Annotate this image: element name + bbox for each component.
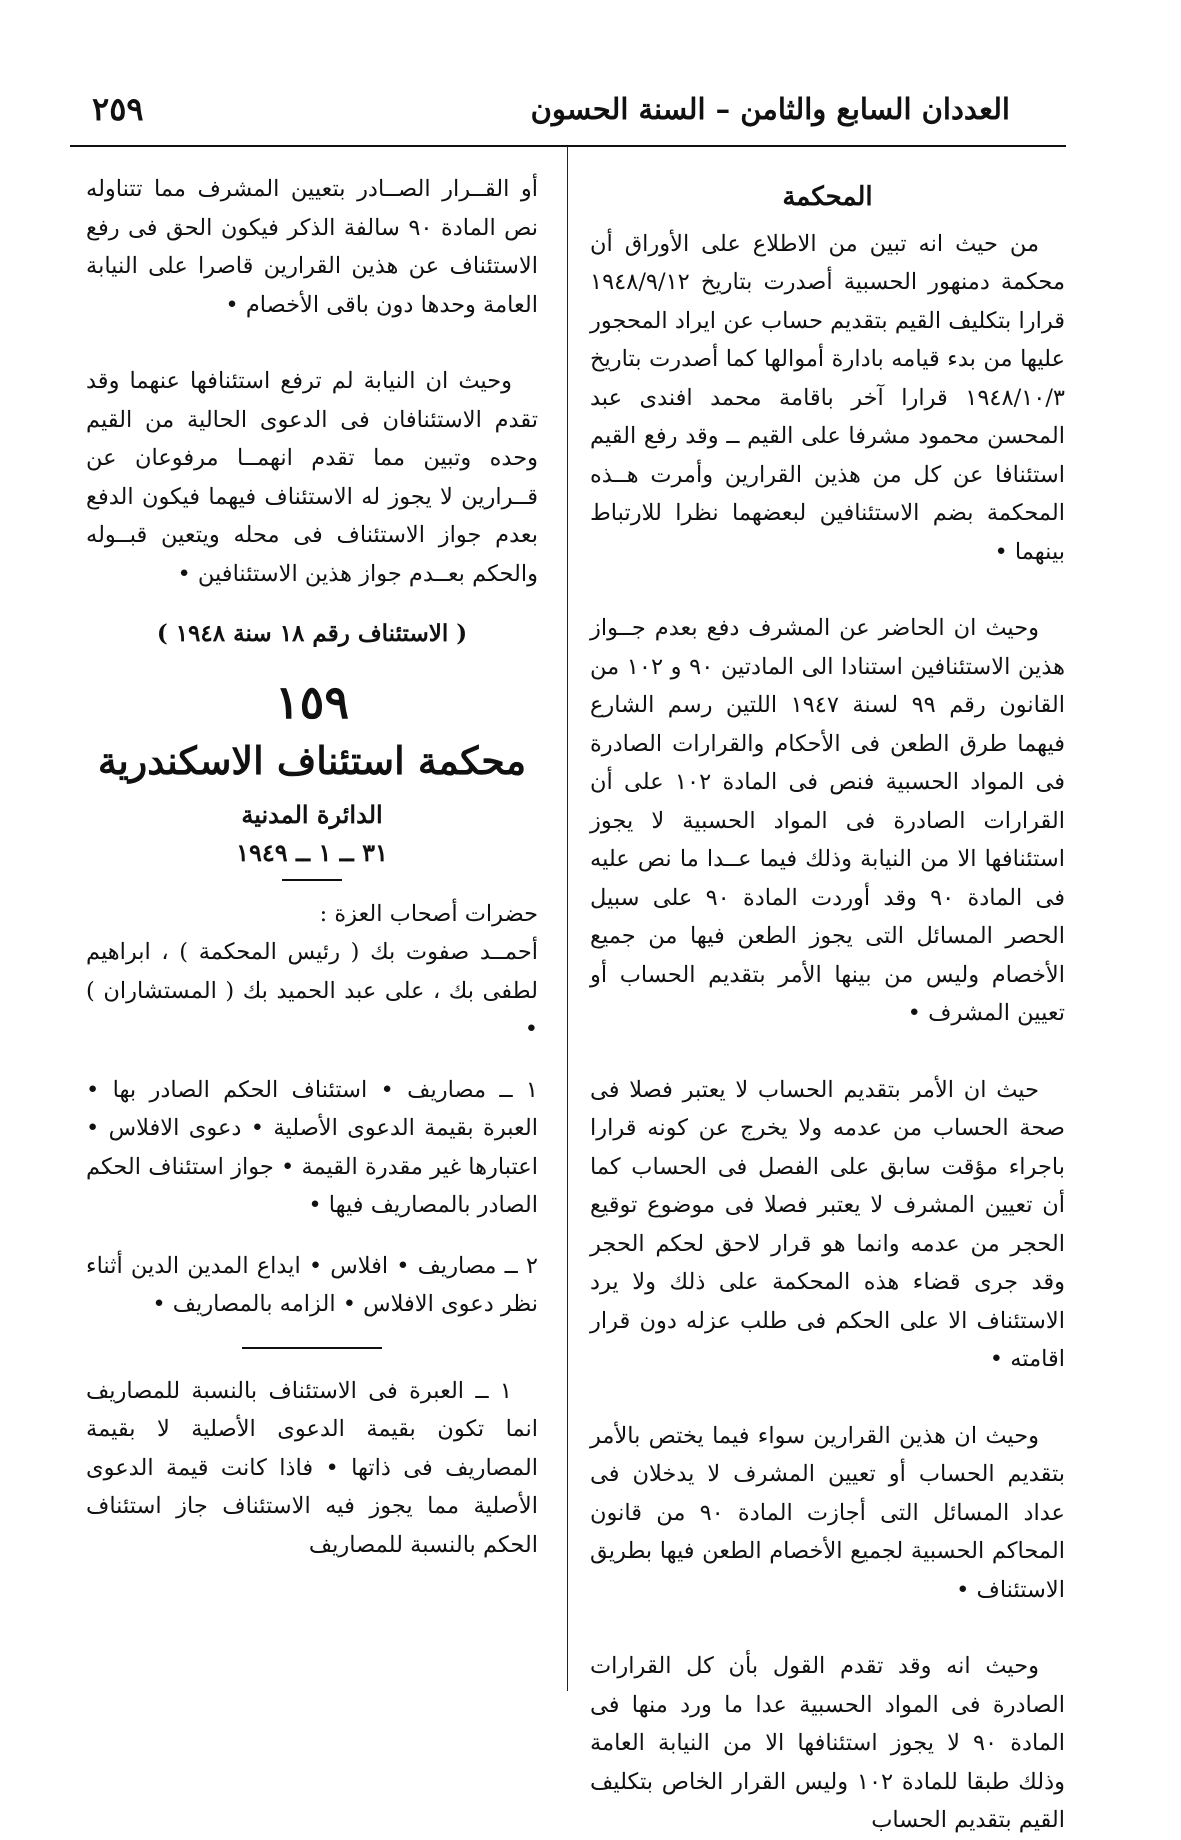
paragraph: وحيث ان النيابة لم ترفع استئنافها عنهما وقد تقدم الاستئنافان فى الدعوى الحالية من القيم وحده وتبين مما تقدم انهمــا مرفوعان عن قــرارين لا يجوز له الاستئناف فيهما فيكون الدفع بعدم جواز الاستئناف فى محله ويتعين قبــوله والحكم بعــدم جواز هذين الاستئنافين • bbox=[86, 368, 538, 587]
divider-ornament bbox=[86, 1336, 538, 1360]
circuit-name: الدائرة المدنية bbox=[241, 799, 383, 829]
page-header bbox=[70, 92, 1070, 136]
summary-item: ٢ ــ مصاريف • افلاس • ايداع المدين الدين أثناء نظر دعوى الافلاس • الزامه بالمصاريف • bbox=[86, 1252, 538, 1317]
bench-heading: حضرات أصحاب العزة : bbox=[319, 900, 538, 927]
court-name: محكمة استئناف الاسكندرية bbox=[97, 737, 527, 783]
paragraph: من حيث انه تبين من الاطلاع على الأوراق أن محكمة دمنهور الحسبية أصدرت بتاريخ ١٩٤٨/٩/١٢ قرارا بتكليف القيم بتقديم حساب عن ايراد المحجور عليها من بدء قيامه بادارة أموالها كما أصدرت بتاريخ ١٩٤٨/١٠/٣ قرارا آخر باقامة محمد افندى عبد المحسن محمود مشرفا على القيم ــ وقد رفع القيم استئنافا عن كل من هذين القرارين وأمرت هــذه المحكمة بضم الاستئنافين لبعضهما نظرا للارتباط بينهما • bbox=[590, 230, 1065, 565]
right-column bbox=[590, 178, 1065, 1840]
paragraph: وحيث ان الحاضر عن المشرف دفع بعدم جــواز هذين الاستئنافين استنادا الى المادتين ٩٠ و ١٠٢ من القانون رقم ٩٩ لسنة ١٩٤٧ اللتين رسم الشارع فيهما طرق الطعن فى الأحكام والقرارات الصادرة فى المواد الحسبية فنص فى المادة ١٠٢ على أن القرارات الصادرة فى المواد الحسبية لا يجوز استئنافها الا من النيابة وذلك فيما عــدا ما نص عليه فى المادة ٩٠ وقد أوردت المادة ٩٠ على سبيل الحصر المسائل التى يجوز الطعن فيها من جميع الأخصام وليس من بينها الأمر بتقديم الحساب أو تعيين المشرف • bbox=[590, 615, 1066, 1026]
page-number: ٢٥٩ bbox=[92, 90, 144, 128]
left-column bbox=[86, 170, 538, 1564]
paragraph: وحيث انه وقد تقدم القول بأن كل القرارات الصادرة فى المواد الحسبية عدا ما ورد منها فى المادة ٩٠ لا يجوز استئنافها الا من النيابة العامة وذلك طبقا للمادة ١٠٢ وليس القرار الخاص بتكليف القيم بتقديم الحساب bbox=[590, 1653, 1065, 1833]
decision-date: ٣١ ــ ١ ــ ١٩٤٩ bbox=[236, 838, 388, 867]
paragraph: أو القــرار الصــادر بتعيين المشرف مما تتناوله نص المادة ٩٠ سالفة الذكر فيكون الحق فى رفع الاستئناف عن هذين القرارين قاصرا على النيابة العامة وحدها دون باقى الأخصام • bbox=[86, 176, 538, 318]
paragraph: وحيث ان هذين القرارين سواء فيما يختص بالأمر بتقديم الحساب أو تعيين المشرف لا يدخلان فى عداد المسائل التى أجازت المادة ٩٠ من قانون المحاكم الحسبية لجميع الأخصام الطعن فيها بطريق الاستئناف • bbox=[590, 1422, 1065, 1603]
column-divider bbox=[567, 146, 568, 1691]
section-title: المحكمة bbox=[782, 182, 873, 212]
short-rule bbox=[282, 879, 342, 881]
principle-paragraph: ١ ــ العبرة فى الاستئناف بالنسبة للمصاريف انما تكون بقيمة الدعوى الأصلية لا بقيمة المصاريف فى ذاتها • فاذا كانت قيمة الدعوى الأصلية مما يجوز فيه الاستئناف جاز استئناف الحكم بالنسبة للمصاريف bbox=[86, 1377, 538, 1558]
header-rule bbox=[70, 145, 1066, 147]
ruling-number: ١٥٩ bbox=[274, 674, 350, 729]
case-reference: ( الاستئناف رقم ١٨ سنة ١٩٤٨ ) bbox=[156, 620, 468, 647]
bench-members: أحمــد صفوت بك ( رئيس المحكمة ) ، ابراهيم لطفى بك ، على عبد الحميد بك ( المستشاران ) • bbox=[86, 939, 538, 1042]
running-title: العددان السابع والثامن – السنة الحسون bbox=[530, 92, 1010, 126]
summary-item: ١ ــ مصاريف • استئناف الحكم الصادر بها • العبرة بقيمة الدعوى الأصلية • دعوى الافلاس • اعتبارها غير مقدرة القيمة • جواز استئناف الحكم الصادر بالمصاريف فيها • bbox=[86, 1076, 538, 1218]
paragraph: حيث ان الأمر بتقديم الحساب لا يعتبر فصلا فى صحة الحساب من عدمه ولا يخرج عن كونه قرارا باجراء مؤقت سابق على الفصل فى الحساب كما أن تعيين المشرف لا يعتبر فصلا فى موضوع توقيع الحجر من عدمه وانما هو قرار لاحق لحكم الحجر وقد جرى قضاء هذه المحكمة على ذلك ولا يرد الاستئناف الا على الحكم فى طلب عزله دون قرار اقامته • bbox=[590, 1076, 1065, 1372]
